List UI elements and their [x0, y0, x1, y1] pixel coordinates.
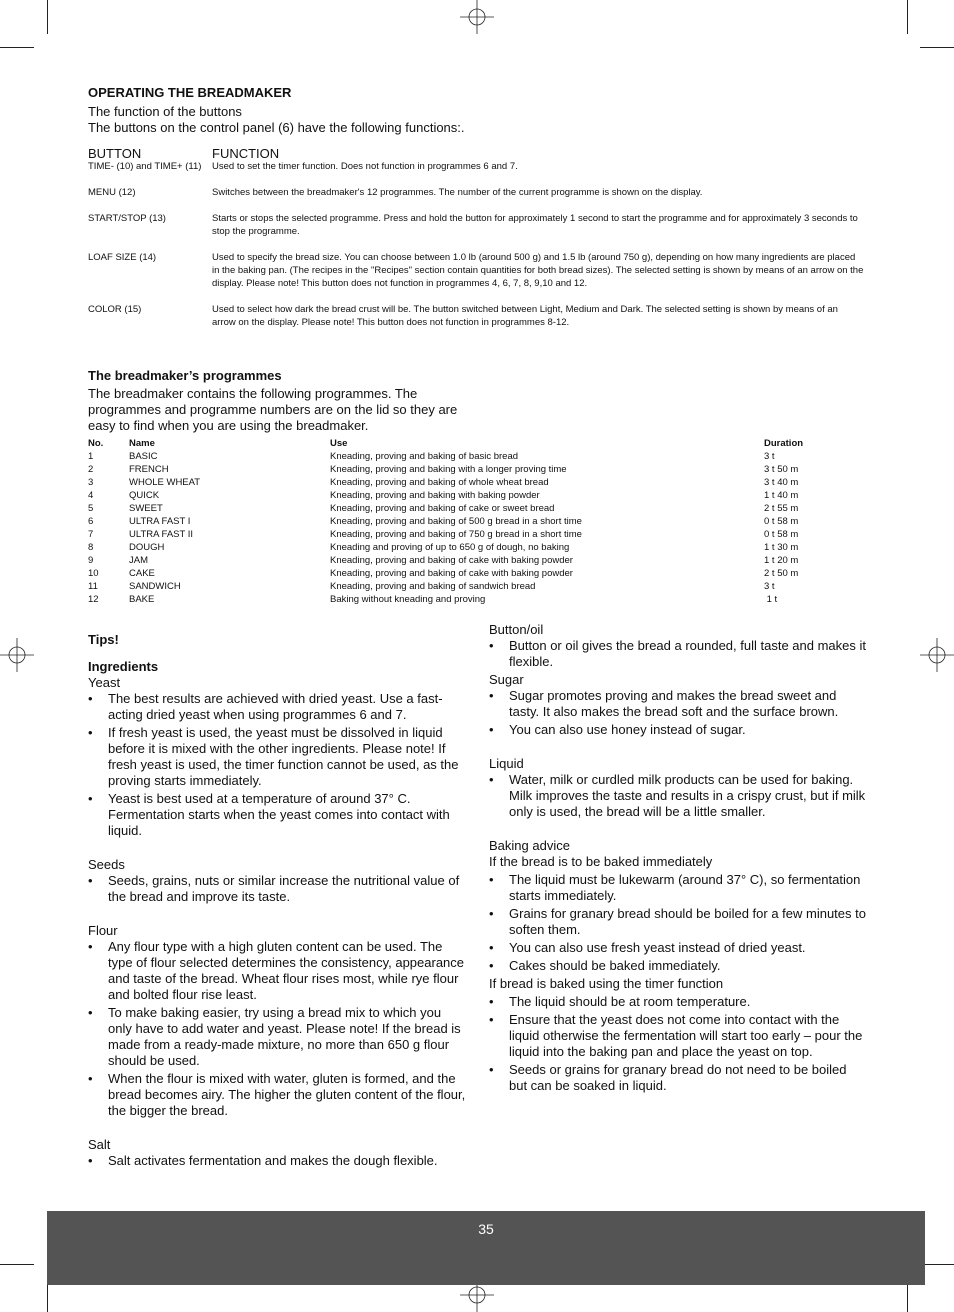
- ingredients-heading: Ingredients: [88, 659, 159, 674]
- programme-no: 2: [88, 464, 94, 475]
- programme-name: FRENCH: [129, 464, 169, 475]
- list-item: • Yeast is best used at a temperature of around 37° C. Fermentation starts when the yeast comes into contact with liquid.: [88, 791, 466, 839]
- list-item: • Seeds, grains, nuts or similar increase the nutritional value of the bread and improve its taste.: [88, 873, 466, 905]
- programme-no: 10: [88, 568, 99, 579]
- programme-use: Kneading, proving and baking of cake with baking powder: [330, 555, 573, 566]
- programme-use: Kneading, proving and baking with a longer proving time: [330, 464, 567, 475]
- programme-no: 4: [88, 490, 94, 501]
- programme-duration: 2 t 50 m: [764, 568, 799, 579]
- tips-left-column: [88, 632, 466, 1171]
- table-row: [88, 502, 818, 515]
- button-name: MENU (12): [88, 187, 136, 198]
- list-item: • You can also use honey instead of sugar.: [489, 722, 867, 738]
- crop-mark: [0, 1264, 34, 1265]
- list-item: • When the flour is mixed with water, gluten is formed, and the bread becomes airy. The higher the gluten content of the flour, the bigger the bread.: [88, 1071, 466, 1119]
- programme-duration: 1 t 20 m: [764, 555, 799, 566]
- programme-use: Kneading, proving and baking of basic bread: [330, 451, 519, 462]
- butter-heading: Button/oil: [489, 622, 544, 637]
- list-item: • Any flour type with a high gluten content can be used. The type of flour selected determines the consistency, appearance and taste of the bread. Wheat flour rises most, while rye flour and bolted flour rise least.: [88, 939, 466, 1003]
- programme-name: ULTRA FAST I: [129, 516, 191, 527]
- baking-immediate-label: If the bread is to be baked immediately: [489, 854, 713, 869]
- programme-no: 5: [88, 503, 94, 514]
- programme-use: Kneading, proving and baking of whole wheat bread: [330, 477, 549, 488]
- programme-no: 12: [88, 594, 99, 605]
- header-duration: Duration: [764, 438, 804, 449]
- tips-right-column: [489, 622, 867, 1096]
- table-row: [88, 567, 818, 580]
- table-row: [88, 476, 818, 489]
- salt-heading: Salt: [88, 1137, 111, 1152]
- programme-name: JAM: [129, 555, 148, 566]
- programme-name: WHOLE WHEAT: [129, 477, 201, 488]
- list-item: • Ensure that the yeast does not come into contact with the liquid otherwise the fermentation will start too early – pour the liquid into the baking pan and place the yeast on top.: [489, 1012, 867, 1060]
- table-header-row: [88, 437, 818, 450]
- salt-list: [88, 1153, 466, 1169]
- list-item: • Seeds or grains for granary bread do not need to be boiled but can be soaked in liquid.: [489, 1062, 867, 1094]
- table-row: [88, 463, 818, 476]
- button-name: TIME- (10) and TIME+ (11): [88, 161, 202, 172]
- programme-use: Kneading, proving and baking of cake or sweet bread: [330, 503, 555, 514]
- programme-use: Kneading, proving and baking with baking powder: [330, 490, 540, 501]
- programme-name: QUICK: [129, 490, 160, 501]
- programmes-table: [88, 437, 818, 606]
- programme-name: SWEET: [129, 503, 163, 514]
- intro-line-2: The buttons on the control panel (6) have the following functions:.: [88, 120, 465, 135]
- programme-no: 9: [88, 555, 94, 566]
- button-function: Used to select how dark the bread crust will be. The button switched between Light, Medium and Dark. The selected setting is shown by means of an arrow on the display. Please note! This button does not function in programmes 8-12.: [212, 304, 838, 328]
- programme-use: Kneading, proving and baking of sandwich bread: [330, 581, 536, 592]
- registration-mark-icon: [920, 638, 954, 672]
- intro-line-1: The function of the buttons: [88, 104, 242, 119]
- baking-immediate-list: [489, 872, 867, 974]
- crop-mark: [0, 47, 34, 48]
- programme-use: Baking without kneading and proving: [330, 594, 486, 605]
- list-item: • Water, milk or curdled milk products can be used for baking. Milk improves the taste and results in a crispy crust, but if milk only is used, the bread will be a little smaller.: [489, 772, 867, 820]
- programme-no: 1: [88, 451, 94, 462]
- page-footer-bar: [47, 1211, 925, 1285]
- section-title-operating: OPERATING THE BREADMAKER: [88, 85, 292, 100]
- section-title-programmes: The breadmaker’s programmes: [88, 368, 282, 383]
- list-item: • Button or oil gives the bread a rounded, full taste and makes it flexible.: [489, 638, 867, 670]
- list-item: • Grains for granary bread should be boiled for a few minutes to soften them.: [489, 906, 867, 938]
- header-no: No.: [88, 438, 104, 449]
- crop-mark: [907, 0, 908, 34]
- list-item: • The liquid must be lukewarm (around 37° C), so fermentation starts immediately.: [489, 872, 867, 904]
- programme-duration: 1 t 30 m: [764, 542, 799, 553]
- baking-timer-label: If bread is baked using the timer function: [489, 976, 724, 991]
- liquid-heading: Liquid: [489, 756, 524, 771]
- seeds-heading: Seeds: [88, 857, 125, 872]
- baking-timer-list: [489, 994, 867, 1094]
- table-row: [88, 580, 818, 593]
- programme-duration: 1 t 40 m: [764, 490, 799, 501]
- button-function: Switches between the breadmaker's 12 programmes. The number of the current programme is shown on the display.: [212, 187, 703, 198]
- sugar-list: [489, 688, 867, 738]
- list-item: • Cakes should be baked immediately.: [489, 958, 867, 974]
- programme-duration: 2 t 55 m: [764, 503, 799, 514]
- button-function: Starts or stops the selected programme. Press and hold the button for approximately 1 second to start the programme and for approximately 3 seconds to stop the programme.: [212, 213, 858, 237]
- programmes-intro: The breadmaker contains the following programmes. The programmes and programme numbers are on the lid so they are easy to find when you are using the breadmaker.: [88, 386, 458, 433]
- button-name: START/STOP (13): [88, 213, 166, 224]
- programme-use: Kneading, proving and baking of 500 g bread in a short time: [330, 516, 582, 527]
- header-name: Name: [129, 438, 155, 449]
- button-function: Used to specify the bread size. You can choose between 1.0 lb (around 500 g) and 1.5 lb (around 750 g), depending on how many ingredients are placed in the baking pan. (The recipes in the "Recipes" section contain quantities for both bread sizes). The selected setting is shown by means of an arrow on the display. Please note! This button does not function in programmes 4, 6, 7, 8, 9,10 and 12.: [212, 252, 864, 289]
- crop-mark: [920, 47, 954, 48]
- list-item: • To make baking easier, try using a bread mix to which you only have to add water and yeast. Please note! If the bread is made from a ready-made mixture, no more than 650 g flour should be used.: [88, 1005, 466, 1069]
- programme-duration: 3 t: [764, 581, 775, 592]
- table-row: [88, 541, 818, 554]
- programme-duration: 3 t 50 m: [764, 464, 799, 475]
- flour-heading: Flour: [88, 923, 118, 938]
- crop-mark: [920, 1264, 954, 1265]
- baking-advice-heading: Baking advice: [489, 838, 570, 853]
- column-header-button: BUTTON: [88, 146, 142, 161]
- registration-mark-icon: [460, 0, 494, 34]
- flour-list: [88, 939, 466, 1119]
- page-number: 35: [478, 1221, 494, 1237]
- button-name: LOAF SIZE (14): [88, 252, 157, 263]
- button-function: Used to set the timer function. Does not function in programmes 6 and 7.: [212, 161, 518, 172]
- yeast-list: [88, 691, 466, 839]
- programme-no: 3: [88, 477, 94, 488]
- programme-duration: 0 t 58 m: [764, 529, 799, 540]
- list-item: • Salt activates fermentation and makes the dough flexible.: [88, 1153, 466, 1169]
- programme-use: Kneading, proving and baking of cake with baking powder: [330, 568, 573, 579]
- programme-no: 7: [88, 529, 94, 540]
- programme-no: 11: [88, 581, 98, 592]
- tips-title: Tips!: [88, 632, 119, 647]
- butter-list: [489, 638, 867, 670]
- programme-duration: 3 t: [764, 451, 775, 462]
- programme-duration: 1 t: [764, 594, 778, 605]
- programme-name: BASIC: [129, 451, 158, 462]
- programme-no: 6: [88, 516, 94, 527]
- list-item: • The best results are achieved with dried yeast. Use a fast-acting dried yeast when using programmes 6 and 7.: [88, 691, 466, 723]
- table-row: [88, 450, 818, 463]
- list-item: • The liquid should be at room temperature.: [489, 994, 867, 1010]
- programme-duration: 3 t 40 m: [764, 477, 799, 488]
- programme-name: CAKE: [129, 568, 155, 579]
- programme-use: Kneading and proving of up to 650 g of dough, no baking: [330, 542, 570, 553]
- list-item: • You can also use fresh yeast instead of dried yeast.: [489, 940, 867, 956]
- programme-duration: 0 t 58 m: [764, 516, 799, 527]
- crop-mark: [47, 0, 48, 34]
- table-row: [88, 554, 818, 567]
- header-use: Use: [330, 438, 348, 449]
- yeast-heading: Yeast: [88, 675, 121, 690]
- programme-name: DOUGH: [129, 542, 165, 553]
- list-item: • If fresh yeast is used, the yeast must be dissolved in liquid before it is mixed with the other ingredients. Please note! If fresh yeast is used, the timer function cannot be used, as the proving starts immediately.: [88, 725, 466, 789]
- liquid-list: [489, 772, 867, 820]
- table-row: [88, 528, 818, 541]
- registration-mark-icon: [0, 638, 34, 672]
- table-row: [88, 489, 818, 502]
- table-row: [88, 593, 818, 606]
- seeds-list: [88, 873, 466, 905]
- programme-name: BAKE: [129, 594, 155, 605]
- list-item: • Sugar promotes proving and makes the bread sweet and tasty. It also makes the bread soft and the surface brown.: [489, 688, 867, 720]
- table-row: [88, 515, 818, 528]
- programme-name: ULTRA FAST II: [129, 529, 194, 540]
- sugar-heading: Sugar: [489, 672, 524, 687]
- programme-name: SANDWICH: [129, 581, 181, 592]
- programme-no: 8: [88, 542, 94, 553]
- button-name: COLOR (15): [88, 304, 142, 315]
- column-header-function: FUNCTION: [212, 146, 280, 161]
- programme-use: Kneading, proving and baking of 750 g bread in a short time: [330, 529, 582, 540]
